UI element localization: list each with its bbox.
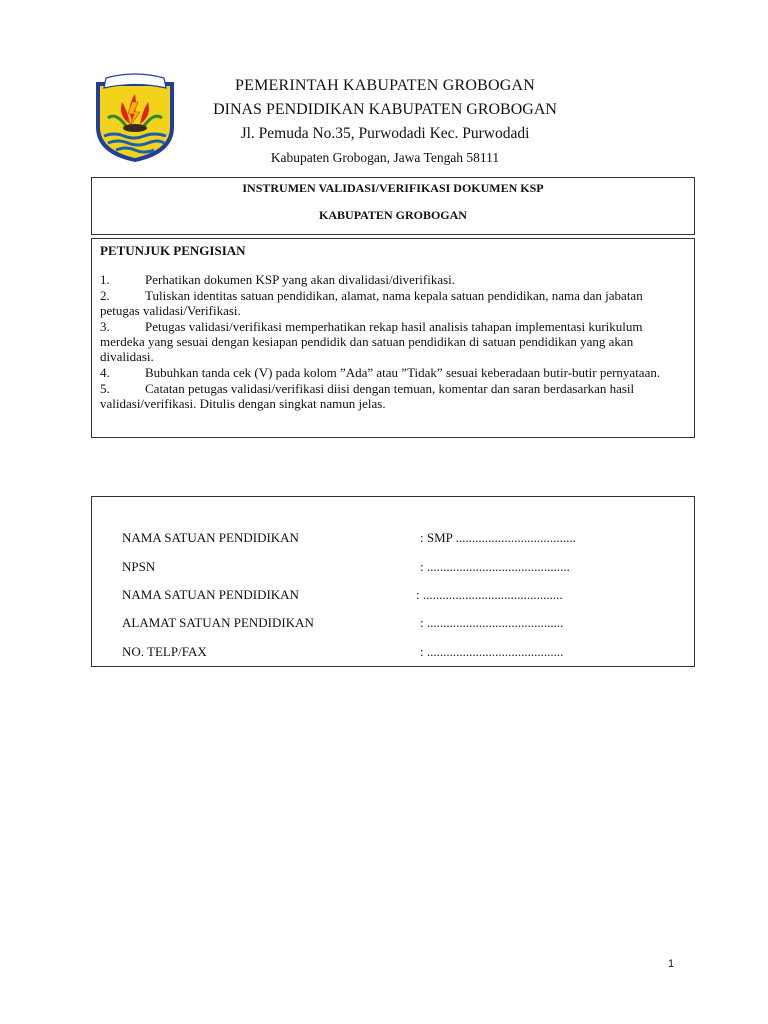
list-item [100,288,680,318]
list-item-number: 1. [100,272,110,287]
list-item-text: Bubuhkan tanda cek (V) pada kolom ”Ada” atau ”Tidak” sesuai keberadaan butir-butir pernyataan. [145,365,661,380]
instructions-list [100,272,680,412]
identity-value[interactable]: : ........................................... [416,587,563,602]
list-item-number: 5. [100,381,110,396]
instructions-heading: PETUNJUK PENGISIAN [100,243,246,258]
page-number: 1 [668,958,675,970]
identity-value[interactable]: : .......................................... [420,644,564,659]
identity-row [122,586,674,604]
list-item [100,365,680,380]
identity-row [122,614,674,632]
list-item [100,272,680,287]
list-item-text: Petugas validasi/verifikasi memperhatikan rekap hasil analisis tahapan implementasi kurikulum merdeka yang sesuai dengan kesiapan pendidik dan satuan pendidikan di satuan pendidikan yang akan divalidasi. [100,319,643,364]
letterhead-address: Jl. Pemuda No.35, Purwodadi Kec. Purwodadi [240,125,530,142]
identity-value[interactable]: : .......................................... [420,615,564,630]
identity-row [122,529,674,547]
document-title: INSTRUMEN VALIDASI/VERIFIKASI DOKUMEN KSP [242,181,544,195]
list-item-number: 3. [100,319,110,334]
identity-value[interactable]: : SMP ..................................... [420,530,576,545]
letterhead-region: Kabupaten Grobogan, Jawa Tengah 58111 [270,150,500,165]
identity-label: NAMA SATUAN PENDIDIKAN [122,587,299,602]
list-item [100,381,680,411]
document-title-box [91,177,695,235]
grobogan-emblem-icon [92,72,178,164]
letterhead [180,74,590,170]
identity-value[interactable]: : ............................................ [420,559,570,574]
list-item-text: Tuliskan identitas satuan pendidikan, alamat, nama kepala satuan pendidikan, nama dan jabatan petugas validasi/Verifikasi. [100,288,643,318]
list-item-number: 2. [100,288,110,303]
list-item-text: Catatan petugas validasi/verifikasi diisi dengan temuan, komentar dan saran berdasarkan hasil validasi/verifikasi. Ditulis dengan singkat namun jelas. [100,381,635,411]
identity-label: NAMA SATUAN PENDIDIKAN [122,530,299,545]
instructions-box [91,238,695,438]
identity-label: NPSN [122,559,156,574]
school-identity-box [91,496,695,667]
document-subtitle: KABUPATEN GROBOGAN [319,208,467,222]
list-item-text: Perhatikan dokumen KSP yang akan divalidasi/diverifikasi. [145,272,456,287]
identity-row [122,558,674,576]
letterhead-office: DINAS PENDIDIKAN KABUPATEN GROBOGAN [213,101,557,118]
identity-label: ALAMAT SATUAN PENDIDIKAN [122,615,314,630]
letterhead-government: PEMERINTAH KABUPATEN GROBOGAN [235,77,535,94]
list-item [100,319,680,364]
identity-row [122,643,674,661]
identity-label: NO. TELP/FAX [122,644,207,659]
list-item-number: 4. [100,365,110,380]
